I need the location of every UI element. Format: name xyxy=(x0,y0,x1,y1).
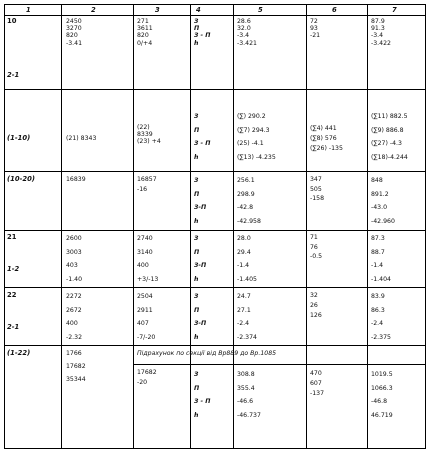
row-label: (1-10) xyxy=(7,134,31,142)
cell-col5: 256.1 298.9 -42.8 -42.958 xyxy=(237,177,261,225)
cell-col3: 271 3611 820 0/+4 xyxy=(137,18,153,47)
cell-col4: З П З-П h xyxy=(194,293,207,341)
cell-col4: З П З-П h xyxy=(194,235,207,283)
cell-col2: 2600 3003 403 -1.40 xyxy=(66,235,83,283)
cell-col5: 28.0 29.4 -1.4 -1.405 xyxy=(237,235,257,283)
cell-col6: 71 76 -0.5 xyxy=(310,234,323,260)
header-col-1: 1 xyxy=(26,6,31,14)
header-col-5: 5 xyxy=(258,6,263,14)
cell-col2: 16839 xyxy=(66,176,86,183)
cell-col7: 87.3 88.7 -1.4 -1.404 xyxy=(371,235,391,283)
row-sub-label: 2-1 xyxy=(7,323,20,331)
row-label: 22 xyxy=(7,291,17,299)
row-label: 10 xyxy=(7,17,17,25)
cell-col7: 1019.5 1066.3 -46.8 46.719 xyxy=(371,371,393,419)
grid-line xyxy=(4,448,425,449)
grid-line xyxy=(306,4,307,449)
cell-col2: 1766 17682 35344 xyxy=(66,350,86,383)
cell-col3: 2740 3140 400 +3/-13 xyxy=(137,235,159,283)
grid-line xyxy=(367,4,368,449)
grid-line xyxy=(233,4,234,449)
section-note: Підрахунок по секції від Вр889 до Вр.1085 xyxy=(137,350,277,357)
cell-col7: (∑11) 882.5 (∑9) 886.8 (∑27) -4.3 (∑18)-4.244 xyxy=(371,113,408,161)
cell-col6: 470 607 -137 xyxy=(310,370,325,397)
cell-col7: 83.9 86.3 -2.4 -2.375 xyxy=(371,293,391,341)
cell-col2: 2272 2672 400 -2.32 xyxy=(66,293,83,341)
row-sub-label: 1-2 xyxy=(7,265,20,273)
row-label: (1-22) xyxy=(7,349,31,357)
cell-col6: 32 26 126 xyxy=(310,292,322,319)
grid-line xyxy=(4,171,425,172)
cell-col3: (22) 8339 (23) +4 xyxy=(137,124,161,146)
header-col-2: 2 xyxy=(91,6,96,14)
header-col-4: 4 xyxy=(196,6,201,14)
cell-col3: 17682 -20 xyxy=(137,369,157,386)
cell-col4: З П З-П h xyxy=(194,177,207,225)
row-sub-label: 2-1 xyxy=(7,71,20,79)
row-label: 21 xyxy=(7,233,17,241)
grid-line xyxy=(190,4,191,449)
row-label: (10-20) xyxy=(7,175,35,183)
cell-col7: 87.9 91.3 -3.4 -3.422 xyxy=(371,18,391,47)
cell-col6: (∑4) 441 (∑8) 576 (∑26) -135 xyxy=(310,125,343,152)
header-col-7: 7 xyxy=(392,6,397,14)
cell-col5: 28.6 32.0 -3.4 -3.421 xyxy=(237,18,257,47)
grid-line xyxy=(61,4,62,449)
header-col-6: 6 xyxy=(332,6,337,14)
grid-line xyxy=(4,4,5,449)
grid-line xyxy=(4,15,425,16)
grid-line xyxy=(425,4,426,449)
grid-line xyxy=(133,4,134,449)
cell-col4: З П З - П h xyxy=(194,113,211,161)
cell-col2: (21) 8343 xyxy=(66,135,97,142)
cell-col5: 308.8 355.4 -46.6 -46.737 xyxy=(237,371,261,419)
header-col-3: 3 xyxy=(155,6,160,14)
cell-col7: 848 891.2 -43.0 -42.960 xyxy=(371,177,395,225)
cell-col2: 2450 3270 820 -3.41 xyxy=(66,18,83,47)
cell-col6: 72 93 -21 xyxy=(310,18,321,40)
cell-col4: З П З - П h xyxy=(194,18,211,47)
grid-line xyxy=(4,345,425,346)
grid-line xyxy=(133,364,425,365)
grid-line xyxy=(4,230,425,231)
cell-col5: 24.7 27.1 -2.4 -2.374 xyxy=(237,293,257,341)
cell-col5: (∑) 290.2 (∑7) 294.3 (25) -4.1 (∑13) -4.235 xyxy=(237,113,276,161)
cell-col3: 16857 -16 xyxy=(137,176,157,193)
grid-line xyxy=(4,89,425,90)
grid-line xyxy=(4,4,425,5)
grid-line xyxy=(4,287,425,288)
cell-col6: 347 505 -158 xyxy=(310,176,325,202)
cell-col3: 2504 2911 407 -7/-20 xyxy=(137,293,156,341)
cell-col4: З П З - П h xyxy=(194,371,211,419)
